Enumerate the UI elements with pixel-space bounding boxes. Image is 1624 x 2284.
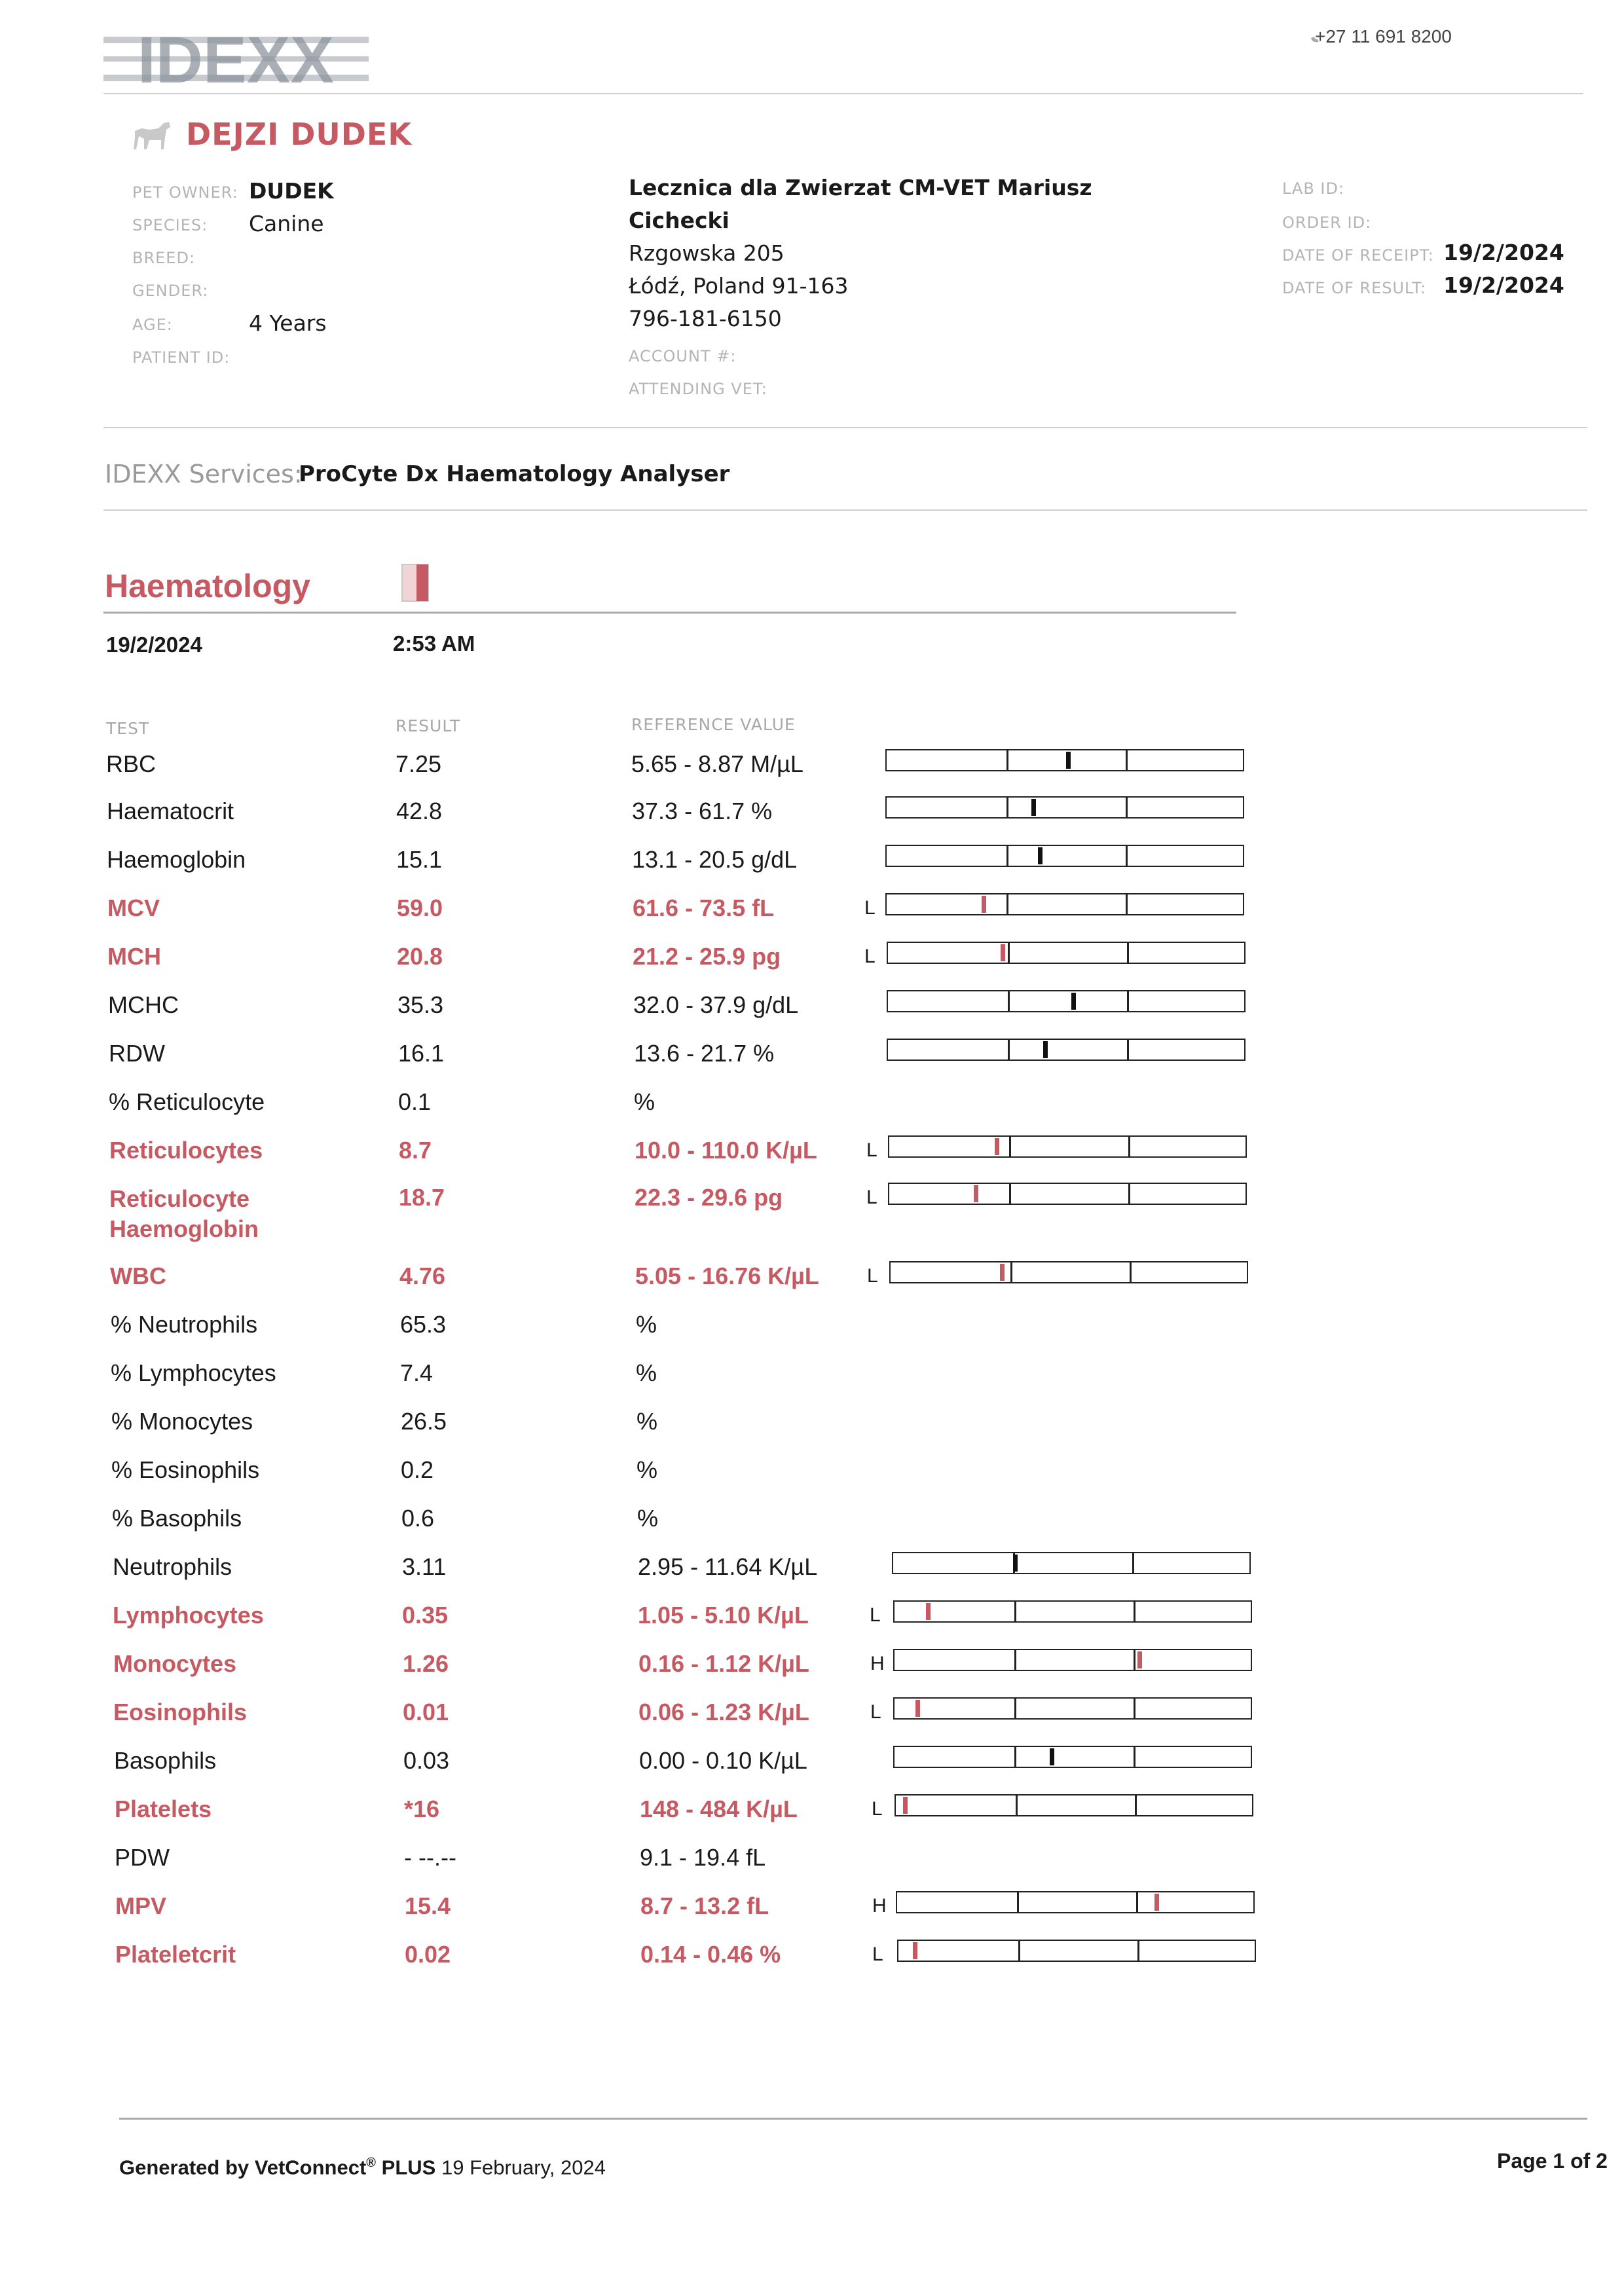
reference-range: % bbox=[636, 1359, 657, 1386]
reference-range: 2.95 - 11.64 K/µL bbox=[638, 1553, 818, 1580]
test-name: RBC bbox=[106, 750, 157, 777]
clinic-name-line2: Cichecki bbox=[629, 208, 729, 233]
flag-indicator: L bbox=[870, 1604, 881, 1626]
test-result: 0.02 bbox=[405, 1941, 451, 1968]
range-bar-divider bbox=[1009, 1137, 1011, 1156]
range-bar-divider bbox=[1137, 1941, 1139, 1961]
range-bar-divider bbox=[1134, 1602, 1135, 1621]
test-name: Haematocrit bbox=[107, 798, 234, 824]
range-bar bbox=[888, 1135, 1247, 1158]
test-name: Basophils bbox=[114, 1747, 217, 1774]
test-result: 0.01 bbox=[403, 1699, 449, 1725]
species-value: Canine bbox=[249, 211, 324, 236]
range-bar bbox=[893, 1600, 1252, 1623]
range-bar-divider bbox=[1006, 894, 1008, 914]
reference-range: 61.6 - 73.5 fL bbox=[633, 894, 775, 921]
range-bar-divider bbox=[1014, 1602, 1016, 1621]
test-result: 0.03 bbox=[403, 1747, 450, 1774]
reference-range: % bbox=[637, 1505, 659, 1532]
range-bar bbox=[893, 1697, 1252, 1720]
divider bbox=[103, 93, 1583, 94]
range-bar bbox=[895, 1794, 1253, 1816]
flag-indicator: H bbox=[872, 1895, 887, 1917]
test-result: 8.7 bbox=[399, 1137, 432, 1164]
range-bar-divider bbox=[1017, 1892, 1019, 1912]
range-bar bbox=[887, 1039, 1246, 1061]
range-bar-divider bbox=[1126, 894, 1128, 914]
services-label: IDEXX Services: bbox=[105, 460, 303, 488]
range-bar-divider bbox=[1008, 1040, 1010, 1059]
range-bar-marker bbox=[1001, 944, 1005, 961]
range-bar-divider bbox=[1008, 991, 1010, 1011]
reference-range: % bbox=[637, 1408, 658, 1435]
test-name: % Monocytes bbox=[111, 1408, 253, 1435]
clinic-city: Łódź, Poland 91-163 bbox=[629, 273, 849, 299]
age-label: AGE: bbox=[132, 316, 173, 334]
test-name: MPV bbox=[115, 1892, 167, 1919]
clinic-street: Rzgowska 205 bbox=[629, 240, 784, 266]
footer-generated bbox=[119, 2156, 606, 2179]
test-name: % Basophils bbox=[112, 1505, 242, 1532]
test-result: 3.11 bbox=[402, 1553, 447, 1580]
range-bar-marker bbox=[1031, 799, 1036, 816]
range-bar-divider bbox=[1127, 943, 1129, 963]
range-bar-marker bbox=[913, 1942, 917, 1959]
range-bar-divider bbox=[1006, 750, 1008, 770]
range-bar-divider bbox=[1128, 1184, 1130, 1204]
clinic-name-line1: Lecznica dla Zwierzat CM-VET Mariusz bbox=[629, 175, 1092, 200]
range-bar-divider bbox=[1008, 943, 1010, 963]
test-result: *16 bbox=[404, 1796, 440, 1822]
range-bar-divider bbox=[1126, 846, 1128, 866]
column-header-test: TEST bbox=[106, 719, 150, 738]
receipt-date-value: 19/2/2024 bbox=[1443, 240, 1564, 265]
test-result: 59.0 bbox=[397, 894, 443, 921]
flag-indicator: L bbox=[867, 1265, 878, 1287]
reference-range: 8.7 - 13.2 fL bbox=[640, 1892, 769, 1919]
age-value: 4 Years bbox=[249, 310, 327, 336]
test-name: Monocytes bbox=[113, 1650, 237, 1677]
range-bar-marker bbox=[1066, 752, 1071, 769]
test-name: PDW bbox=[115, 1844, 170, 1871]
result-date-label: DATE OF RESULT: bbox=[1282, 279, 1427, 297]
reference-range: 13.6 - 21.7 % bbox=[634, 1040, 775, 1067]
range-bar-marker bbox=[915, 1700, 920, 1717]
registered-mark: ® bbox=[366, 2156, 377, 2170]
range-bar-marker bbox=[1071, 993, 1076, 1010]
range-bar-marker bbox=[1043, 1041, 1048, 1058]
flag-indicator: L bbox=[866, 1139, 877, 1161]
owner-value: DUDEK bbox=[249, 178, 334, 204]
range-bar-divider bbox=[1009, 1184, 1011, 1204]
owner-label: PET OWNER: bbox=[132, 183, 238, 202]
gender-label: GENDER: bbox=[132, 282, 209, 300]
reference-range: % bbox=[636, 1311, 657, 1338]
test-name: Platelets bbox=[115, 1796, 212, 1822]
account-label: ACCOUNT #: bbox=[629, 347, 737, 365]
range-bar bbox=[885, 796, 1244, 819]
reference-range: 0.16 - 1.12 K/µL bbox=[638, 1650, 809, 1677]
range-bar bbox=[893, 1649, 1252, 1671]
flag-indicator: L bbox=[864, 946, 876, 967]
receipt-date-label: DATE OF RECEIPT: bbox=[1282, 246, 1434, 265]
section-time: 2:53 AM bbox=[393, 631, 475, 655]
test-name: WBC bbox=[110, 1262, 166, 1289]
reference-range: 5.05 - 16.76 K/µL bbox=[635, 1262, 819, 1289]
reference-range: 21.2 - 25.9 pg bbox=[633, 943, 781, 970]
reference-range: 1.05 - 5.10 K/µL bbox=[638, 1602, 809, 1629]
range-bar-marker bbox=[1013, 1555, 1018, 1572]
lab-phone: +27 11 691 8200 bbox=[1315, 26, 1452, 46]
attending-vet-label: ATTENDING VET: bbox=[629, 380, 767, 398]
test-result: 35.3 bbox=[397, 991, 444, 1018]
range-bar-divider bbox=[1018, 1941, 1020, 1961]
footer-generated-suffix: PLUS bbox=[381, 2156, 436, 2179]
species-label: SPECIES: bbox=[132, 216, 208, 234]
range-bar-marker bbox=[903, 1797, 908, 1814]
range-bar-marker bbox=[1154, 1894, 1159, 1911]
test-name: MCH bbox=[107, 943, 161, 970]
test-result: 15.4 bbox=[405, 1892, 451, 1919]
test-tube-icon bbox=[399, 562, 434, 604]
flag-indicator: L bbox=[864, 897, 876, 919]
range-bar-marker bbox=[1000, 1264, 1005, 1281]
reference-range: 13.1 - 20.5 g/dL bbox=[632, 846, 798, 873]
test-result: 4.76 bbox=[399, 1262, 446, 1289]
range-bar bbox=[887, 942, 1246, 964]
test-result: 7.4 bbox=[400, 1359, 434, 1386]
reference-range: % bbox=[634, 1088, 655, 1115]
divider bbox=[103, 509, 1587, 511]
test-name: Plateletcrit bbox=[115, 1941, 236, 1968]
reference-range: 9.1 - 19.4 fL bbox=[640, 1844, 766, 1871]
range-bar-divider bbox=[1134, 1699, 1135, 1718]
services-value: ProCyte Dx Haematology Analyser bbox=[299, 461, 730, 487]
test-name: Lymphocytes bbox=[113, 1602, 264, 1629]
range-bar-marker bbox=[995, 1138, 999, 1155]
test-name: RDW bbox=[109, 1040, 165, 1067]
flag-indicator: L bbox=[872, 1798, 883, 1820]
test-result: 0.6 bbox=[401, 1505, 435, 1532]
reference-range: 32.0 - 37.9 g/dL bbox=[633, 991, 799, 1018]
range-bar bbox=[889, 1261, 1248, 1283]
range-bar-marker bbox=[974, 1185, 978, 1202]
test-result: 7.25 bbox=[396, 750, 442, 777]
test-result: - --.-- bbox=[404, 1844, 456, 1871]
range-bar-divider bbox=[1127, 1040, 1129, 1059]
breed-label: BREED: bbox=[132, 249, 196, 267]
range-bar bbox=[887, 990, 1246, 1012]
test-result: 0.2 bbox=[401, 1456, 434, 1483]
range-bar-divider bbox=[1014, 1747, 1016, 1767]
test-name: % Lymphocytes bbox=[111, 1359, 276, 1386]
range-bar bbox=[885, 893, 1244, 915]
range-bar-divider bbox=[1016, 1796, 1018, 1815]
test-result: 16.1 bbox=[398, 1040, 445, 1067]
test-result: 0.35 bbox=[402, 1602, 449, 1629]
flag-indicator: L bbox=[870, 1701, 881, 1723]
range-bar bbox=[893, 1746, 1252, 1768]
divider bbox=[103, 427, 1587, 428]
range-bar-marker bbox=[1038, 847, 1043, 864]
range-bar-divider bbox=[1134, 1650, 1135, 1670]
test-name: % Reticulocyte bbox=[109, 1088, 265, 1115]
reference-range: 0.00 - 0.10 K/µL bbox=[639, 1747, 807, 1774]
reference-range: 0.14 - 0.46 % bbox=[640, 1941, 781, 1968]
range-bar-divider bbox=[1134, 1747, 1135, 1767]
reference-range: 22.3 - 29.6 pg bbox=[635, 1184, 783, 1211]
footer-generated-prefix: Generated by VetConnect bbox=[119, 2156, 367, 2179]
patient-id-label: PATIENT ID: bbox=[132, 348, 231, 367]
test-name: Reticulocytes bbox=[109, 1137, 263, 1164]
range-bar-divider bbox=[1130, 1262, 1132, 1282]
range-bar-marker bbox=[926, 1603, 931, 1620]
reference-range: % bbox=[637, 1456, 658, 1483]
reference-range: 37.3 - 61.7 % bbox=[632, 798, 773, 824]
range-bar bbox=[885, 749, 1244, 771]
range-bar-divider bbox=[1128, 1137, 1130, 1156]
lab-id-label: LAB ID: bbox=[1282, 179, 1345, 198]
test-name: Neutrophils bbox=[113, 1553, 232, 1580]
test-result: 15.1 bbox=[396, 846, 443, 873]
section-title: Haematology bbox=[105, 568, 310, 604]
footer-date: 19 February, 2024 bbox=[441, 2156, 606, 2179]
range-bar bbox=[888, 1183, 1247, 1205]
reference-range: 148 - 484 K/µL bbox=[640, 1796, 798, 1822]
test-result: 26.5 bbox=[401, 1408, 447, 1435]
range-bar-divider bbox=[1010, 1262, 1012, 1282]
section-date: 19/2/2024 bbox=[106, 633, 202, 657]
range-bar bbox=[896, 1891, 1255, 1913]
dog-icon bbox=[130, 115, 175, 157]
range-bar-marker bbox=[1050, 1748, 1054, 1765]
reference-range: 5.65 - 8.87 M/µL bbox=[631, 750, 803, 777]
range-bar-divider bbox=[1126, 798, 1128, 817]
flag-indicator: H bbox=[870, 1653, 885, 1674]
range-bar bbox=[892, 1552, 1251, 1574]
range-bar-divider bbox=[1132, 1553, 1134, 1573]
test-result: 18.7 bbox=[399, 1184, 445, 1211]
range-bar-divider bbox=[1136, 1892, 1138, 1912]
range-bar-divider bbox=[1014, 1699, 1016, 1718]
range-bar-divider bbox=[1006, 846, 1008, 866]
column-header-result: RESULT bbox=[396, 716, 461, 735]
range-bar bbox=[897, 1940, 1256, 1962]
range-bar-marker bbox=[1137, 1651, 1142, 1668]
range-bar-divider bbox=[1014, 1650, 1016, 1670]
test-name: MCV bbox=[107, 894, 160, 921]
range-bar-divider bbox=[1126, 750, 1128, 770]
test-name: Haemoglobin bbox=[107, 846, 246, 873]
flag-indicator: L bbox=[872, 1943, 883, 1965]
range-bar-divider bbox=[1006, 798, 1008, 817]
test-result: 0.1 bbox=[398, 1088, 432, 1115]
page-number: Page 1 of 2 bbox=[1497, 2149, 1608, 2173]
result-date-value: 19/2/2024 bbox=[1443, 272, 1564, 298]
footer-divider bbox=[119, 2118, 1587, 2120]
test-name: MCHC bbox=[108, 991, 179, 1018]
test-result: 65.3 bbox=[400, 1311, 447, 1338]
column-header-reference: REFERENCE VALUE bbox=[631, 715, 796, 734]
test-name: Eosinophils bbox=[113, 1699, 248, 1725]
idexx-logo bbox=[103, 30, 369, 88]
test-name: % Eosinophils bbox=[111, 1456, 260, 1483]
patient-name: DEJZI DUDEK bbox=[186, 117, 412, 152]
reference-range: 0.06 - 1.23 K/µL bbox=[638, 1699, 809, 1725]
range-bar bbox=[885, 845, 1244, 867]
clinic-phone: 796-181-6150 bbox=[629, 306, 782, 331]
test-result: 1.26 bbox=[403, 1650, 449, 1677]
test-result: 20.8 bbox=[397, 943, 443, 970]
reference-range: 10.0 - 110.0 K/µL bbox=[635, 1137, 817, 1164]
svg-text:IDEXX: IDEXX bbox=[137, 30, 335, 88]
range-bar-divider bbox=[1127, 991, 1129, 1011]
range-bar-divider bbox=[1135, 1796, 1137, 1815]
test-name: Reticulocyte Haemoglobin bbox=[109, 1185, 259, 1242]
test-result: 42.8 bbox=[396, 798, 443, 824]
order-id-label: ORDER ID: bbox=[1282, 213, 1372, 232]
range-bar-marker bbox=[982, 896, 986, 913]
section-divider bbox=[103, 612, 1236, 614]
flag-indicator: L bbox=[866, 1187, 877, 1208]
test-name: % Neutrophils bbox=[111, 1311, 258, 1338]
